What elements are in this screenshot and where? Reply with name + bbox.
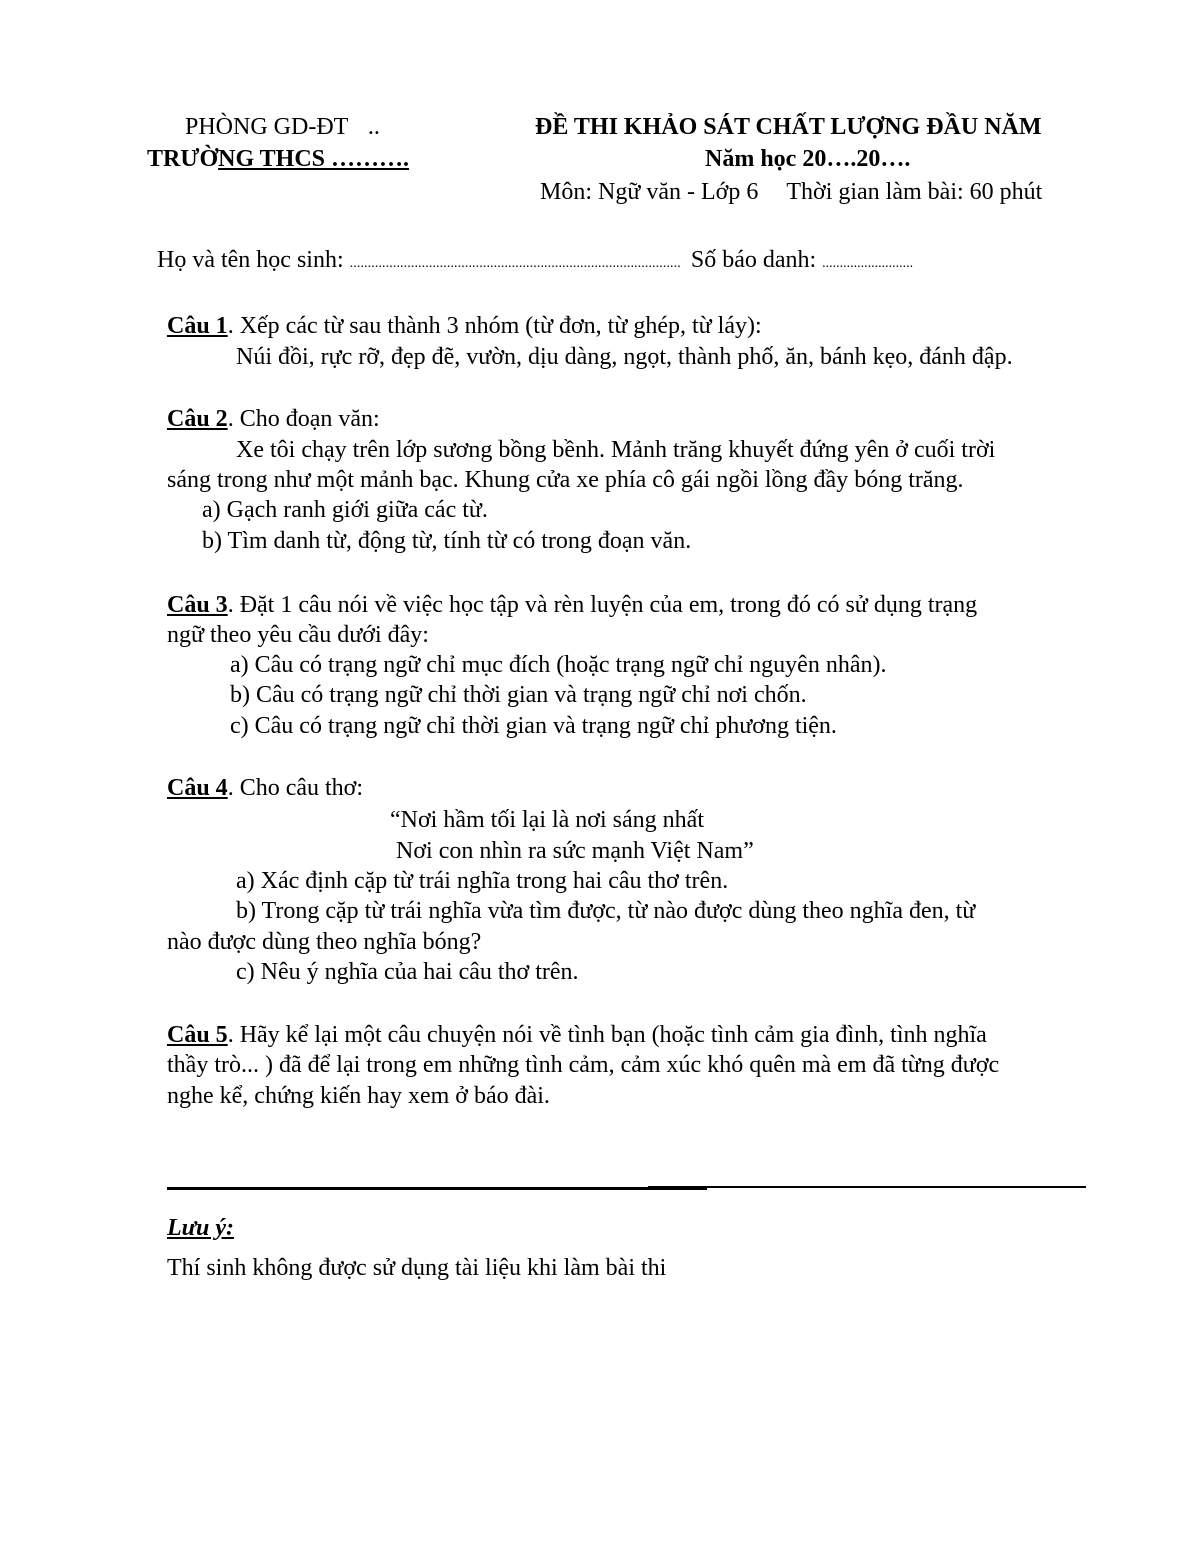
- question-2-passage-line-2: sáng trong như một mảnh bạc. Khung cửa xe phía cô gái ngồi lồng đầy bóng trăng.: [167, 467, 964, 493]
- question-3-prompt-line-1: . Đặt 1 câu nói về việc học tập và rèn luyện của em, trong đó có sử dụng trạng: [227, 592, 978, 618]
- question-1: [167, 313, 762, 341]
- poem-line-1: “Nơi hầm tối lại là nơi sáng nhất: [390, 807, 704, 833]
- question-1-words: Núi đồi, rực rỡ, đẹp đẽ, vườn, dịu dàng, ngọt, thành phố, ăn, bánh kẹo, đánh đập.: [236, 344, 1013, 370]
- question-1-label: Câu 1: [167, 313, 228, 339]
- subject-line: [540, 179, 1042, 207]
- question-4-label: Câu 4: [167, 775, 228, 801]
- student-id-label: Số báo danh:: [690, 247, 817, 273]
- department-label: PHÒNG GD-ĐT: [185, 114, 348, 140]
- school-prefix: TRƯỜ: [147, 146, 219, 172]
- question-2-item-a: a) Gạch ranh giới giữa các từ.: [202, 497, 488, 523]
- question-2-label: Câu 2: [167, 406, 228, 432]
- school-dots: ……….: [331, 146, 410, 172]
- note-label: Lưu ý:: [167, 1215, 235, 1241]
- question-4-item-a: a) Xác định cặp từ trái nghĩa trong hai câu thơ trên.: [236, 868, 729, 894]
- school-name-rest: NG THCS: [218, 146, 326, 172]
- question-4-item-b-line-1: b) Trong cặp từ trái nghĩa vừa tìm được, từ nào được dùng theo nghĩa đen, từ: [236, 898, 976, 924]
- poem-line-2: Nơi con nhìn ra sức mạnh Việt Nam”: [396, 838, 754, 864]
- note-text: Thí sinh không được sử dụng tài liệu khi làm bài thi: [167, 1255, 667, 1281]
- question-3-label: Câu 3: [167, 592, 228, 618]
- question-3-item-c: c) Câu có trạng ngữ chỉ thời gian và trạng ngữ chỉ phương tiện.: [230, 713, 837, 739]
- student-name-label: Họ và tên học sinh:: [157, 247, 344, 273]
- question-3-prompt-line-2: ngữ theo yêu cầu dưới đây:: [167, 622, 429, 648]
- student-id-field[interactable]: ..........................: [822, 256, 914, 271]
- question-3-item-b: b) Câu có trạng ngữ chỉ thời gian và trạng ngữ chỉ nơi chốn.: [230, 682, 807, 708]
- department-dots: ..: [367, 114, 380, 140]
- school-name-underlined: [218, 146, 409, 172]
- question-5: [167, 1022, 987, 1050]
- divider-right: [648, 1186, 1086, 1188]
- student-info: [157, 247, 913, 275]
- question-2: [167, 406, 380, 434]
- school-name: [147, 146, 409, 174]
- school-year: Năm học 20….20….: [705, 146, 911, 172]
- question-5-line-1: . Hãy kể lại một câu chuyện nói về tình bạn (hoặc tình cảm gia đình, tình nghĩa: [227, 1022, 987, 1048]
- question-3: [167, 592, 977, 620]
- question-4: [167, 775, 363, 803]
- question-2-passage-line-1: Xe tôi chạy trên lớp sương bồng bềnh. Mảnh trăng khuyết đứng yên ở cuối trời: [236, 437, 996, 463]
- duration: Thời gian làm bài: 60 phút: [786, 179, 1043, 205]
- question-3-item-a: a) Câu có trạng ngữ chỉ mục đích (hoặc trạng ngữ chỉ nguyên nhân).: [230, 652, 887, 678]
- question-4-item-c: c) Nêu ý nghĩa của hai câu thơ trên.: [236, 959, 579, 985]
- subject: Môn: Ngữ văn - Lớp 6: [540, 179, 759, 205]
- exam-title: ĐỀ THI KHẢO SÁT CHẤT LƯỢNG ĐẦU NĂM: [535, 114, 1042, 140]
- question-2-item-b: b) Tìm danh từ, động từ, tính từ có trong đoạn văn.: [202, 528, 692, 554]
- question-5-label: Câu 5: [167, 1022, 228, 1048]
- question-5-line-2: thầy trò... ) đã để lại trong em những tình cảm, cảm xúc khó quên mà em đã từng được: [167, 1052, 1000, 1078]
- question-1-prompt: . Xếp các từ sau thành 3 nhóm (từ đơn, từ ghép, từ láy):: [227, 313, 762, 339]
- question-4-prompt: . Cho câu thơ:: [227, 775, 364, 801]
- question-2-prompt: . Cho đoạn văn:: [227, 406, 380, 432]
- student-name-field[interactable]: ............................................................................................: [349, 256, 681, 271]
- question-4-item-b-line-2: nào được dùng theo nghĩa bóng?: [167, 929, 482, 955]
- department-name: [185, 114, 380, 142]
- divider-left: [167, 1187, 707, 1190]
- question-5-line-3: nghe kể, chứng kiến hay xem ở báo đài.: [167, 1083, 550, 1109]
